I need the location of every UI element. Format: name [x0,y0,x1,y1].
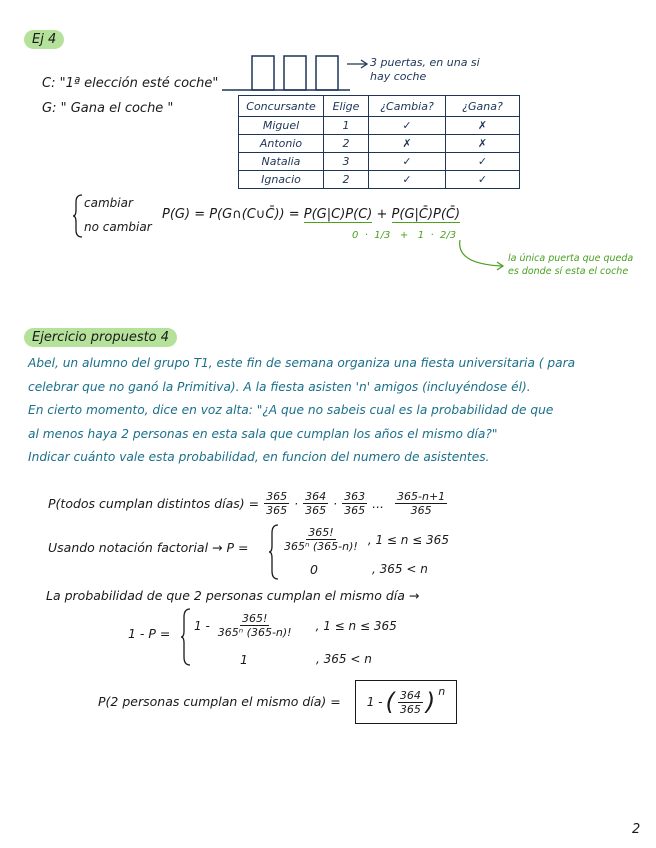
brace-icon [268,524,280,580]
final-answer-box: 1 - ( $\frac{364}{365}$ ) n [355,680,457,724]
fraction [303,490,328,517]
brace-icon [72,194,84,238]
table-header: Elige [324,96,369,117]
eq-lhs: P(todos cumplan distintos días) = [48,496,260,511]
formula-term-1: P(G|C)P(C) [303,207,373,222]
factorial-case-2-value: 0 [310,562,318,577]
table-row [239,153,520,171]
table-cell: Ignacio [239,171,324,189]
table-cell: 2 [324,135,369,153]
formula-term-2: P(G|C̄)P(C̄) [391,207,461,222]
fraction [342,490,367,517]
fraction [282,526,360,553]
case-condition: , 1 ≤ n ≤ 365 [315,618,397,633]
fraction [398,689,423,716]
formula-lhs: P(G) = P(G∩(C∪C̄)) = [162,207,300,222]
denominator: 365 [266,504,288,517]
case-condition: , 1 ≤ n ≤ 365 [367,532,449,547]
numerator: 365-n+1 [397,490,446,503]
green-note: la única puerta que queda es donde sí esta el coche [508,253,634,277]
proposed-exercise-tag: Ejercicio propuesto 4 [24,328,177,347]
numerator: 365 [266,490,288,503]
table-cell: ✓ [369,171,446,189]
table-cell: ✓ [446,153,520,171]
table-cell: Natalia [239,153,324,171]
complement-case-1 [194,612,397,639]
case-prefix: 1 - [194,618,210,633]
table-cell: ✗ [446,117,520,135]
exercise-statement [28,352,628,470]
complement-case-2-value: 1 [240,652,248,667]
table-cell: ✓ [369,117,446,135]
numerator: 365! [308,526,334,539]
denominator: 365 [399,702,421,716]
table-cell: ✗ [369,135,446,153]
denominator: 365ⁿ (365-n)! [284,540,358,553]
table-row [239,117,520,135]
distinct-days-equation: P(todos cumplan distintos días) = $\frac{365}{365}$ · $\frac{364}{365}$ · $\frac{363}{365}$ ... $\frac{365-n+1}{365}$ [48,490,446,517]
statement-line: al menos haya 2 personas en esta sala que cumplan los años el mismo día?" [28,426,498,441]
fraction [264,490,289,517]
total-probability-formula [162,207,460,222]
doors-note: 3 puertas, en una si hay coche [370,56,480,83]
denominator: 365 [344,504,366,517]
denominator: 365 [410,504,432,517]
brace-icon [180,608,192,666]
numerator: 364 [399,688,421,702]
c-definition: C: "1ª elección esté coche" [42,76,219,91]
denominator: 365 [305,504,327,517]
factorial-lhs: Usando notación factorial → P = [48,540,249,555]
statement-line: Indicar cuánto vale esta probabilidad, en funcion del numero de asistentes. [28,450,490,464]
numerator: 365! [241,612,268,625]
table-cell: ✗ [446,135,520,153]
formula-plus: + [376,207,388,222]
table-header: ¿Gana? [446,96,520,117]
numerator: 363 [344,490,366,503]
fraction [395,490,447,517]
fraction [216,612,294,639]
table-row [239,171,520,189]
option-no-change: no cambiar [84,220,152,234]
ellipsis: ... [372,496,385,511]
statement-line: En cierto momento, dice en voz alta: "¿A que no sabeis cual es la probabilidad de que [28,403,554,417]
table-cell: Miguel [239,117,324,135]
arrow-icon [346,58,370,70]
table-row [239,135,520,153]
ej4-tag: Ej 4 [24,30,64,49]
g-definition: G: " Gana el coche " [42,101,174,116]
table-header: ¿Cambia? [369,96,446,117]
table-cell: 1 [324,117,369,135]
option-change: cambiar [84,196,133,210]
statement-line: Abel, un alumno del grupo T1, este fin de semana organiza una fiesta universitaria ( para [28,356,576,370]
table-cell: ✓ [446,171,520,189]
formula-values: 0 · 1/3 + 1 · 2/3 [352,230,457,241]
table-header-row [239,96,520,117]
table-cell: ✓ [369,153,446,171]
factorial-case-2-cond: , 365 < n [372,562,428,576]
complement-case-2-cond: , 365 < n [316,652,372,666]
final-exponent: n [438,685,446,698]
denominator: 365ⁿ (365-n)! [217,626,292,639]
statement-line: celebrar que no ganó la Primitiva). A la fiesta asisten 'n' amigos (incluyéndose él). [28,379,531,394]
table-header: Concursante [239,96,324,117]
final-prefix: 1 - [366,695,383,709]
same-day-sentence: La probabilidad de que 2 personas cumplan el mismo día → [46,588,420,603]
table-cell: 3 [324,153,369,171]
page-number: 2 [632,822,641,837]
complement-lhs: 1 - P = [128,626,171,641]
factorial-case-1 [282,526,449,553]
final-lhs: P(2 personas cumplan el mismo día) = [98,694,341,709]
table-cell: Antonio [239,135,324,153]
table-cell: 2 [324,171,369,189]
note-arrow-icon [452,238,512,274]
contestants-table [238,95,520,189]
numerator: 364 [305,490,327,503]
doors-drawing [222,52,352,94]
